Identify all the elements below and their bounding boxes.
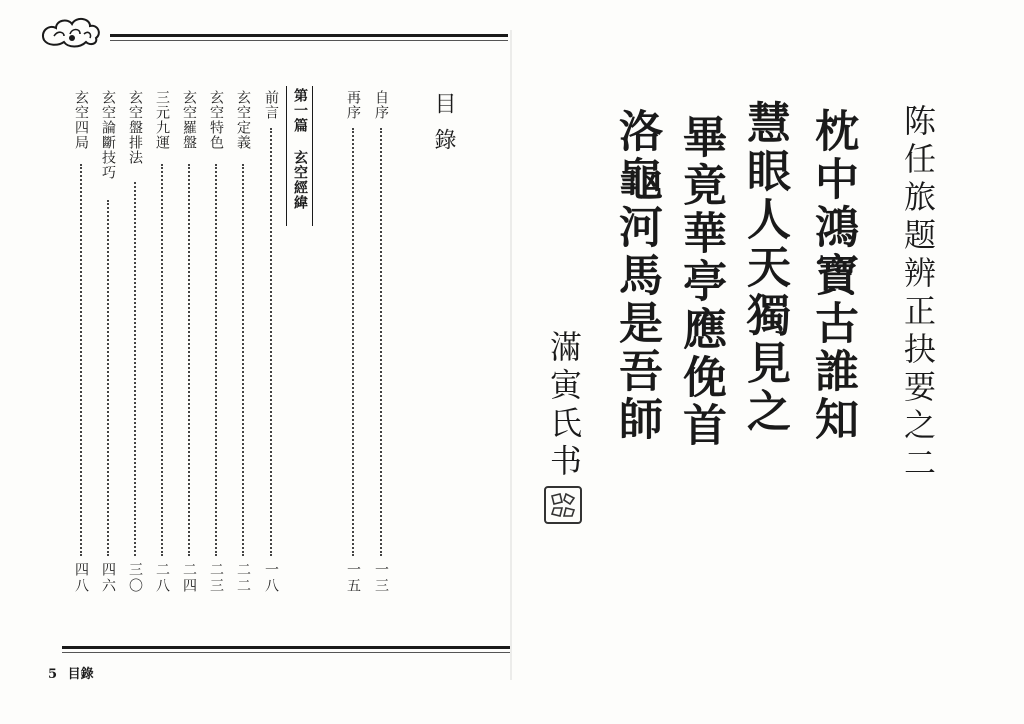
chapter-heading: 第一篇 玄空經緯 (292, 88, 308, 210)
toc-page: 二四 (181, 562, 197, 594)
page-number: 5 (48, 667, 58, 682)
dot-leader (134, 182, 136, 556)
poem-line: 枕中鴻寶古誰知 (807, 108, 858, 444)
poem-line: 畢竟華亭應俛首 (675, 114, 726, 450)
dot-leader (80, 164, 82, 556)
dot-leader (352, 128, 354, 556)
toc-page: 一八 (263, 562, 279, 594)
toc-entry: 玄空四局 (73, 90, 89, 150)
toc-entry: 前言 (263, 90, 279, 120)
dot-leader (188, 164, 190, 556)
toc-page: 二二 (235, 562, 251, 594)
dot-leader (242, 164, 244, 556)
toc-entry: 玄空定義 (235, 90, 251, 150)
page-footer (48, 663, 100, 682)
calligraphy-dedication: 陈任旅题辨正抉要之二 (899, 104, 937, 484)
toc-page: 二八 (154, 562, 170, 594)
cloud-ornament-icon (40, 14, 102, 48)
dot-leader (215, 164, 217, 556)
toc-entry-second-preface: 再序 (345, 90, 361, 120)
calligraphy-signature: 滿寅氏书 (545, 330, 583, 482)
toc-page-second-preface: 一五 (345, 562, 361, 594)
dot-leader (270, 128, 272, 556)
toc-entry: 玄空特色 (208, 90, 224, 150)
toc-entry: 玄空論斷技巧 (100, 90, 116, 180)
footer-rule-thin (62, 652, 512, 653)
toc-title: 目錄 (431, 92, 456, 164)
chapter-rule (312, 86, 313, 226)
dot-leader (161, 164, 163, 556)
toc-entry: 玄空盤排法 (127, 90, 143, 165)
toc-entry: 玄空羅盤 (181, 90, 197, 150)
header-rule (110, 34, 508, 37)
footer-rule (62, 646, 512, 649)
toc-page-preface: 一三 (373, 562, 389, 594)
toc-page: 四六 (100, 562, 116, 594)
dot-leader (107, 200, 109, 556)
header-rule-thin (110, 40, 508, 41)
toc-page: 四八 (73, 562, 89, 594)
toc-page: 三〇 (127, 562, 143, 594)
toc-entry-preface: 自序 (373, 90, 389, 120)
toc-entry: 三元九運 (154, 90, 170, 150)
seal-stamp-icon (544, 486, 582, 524)
poem-line: 慧眼人天獨見之 (739, 100, 790, 436)
chapter-rule (286, 86, 287, 226)
toc-page: 二三 (208, 562, 224, 594)
footer-section: 目錄 (67, 667, 94, 682)
poem-line: 洛龜河馬是吾師 (611, 108, 662, 444)
dot-leader (380, 128, 382, 556)
